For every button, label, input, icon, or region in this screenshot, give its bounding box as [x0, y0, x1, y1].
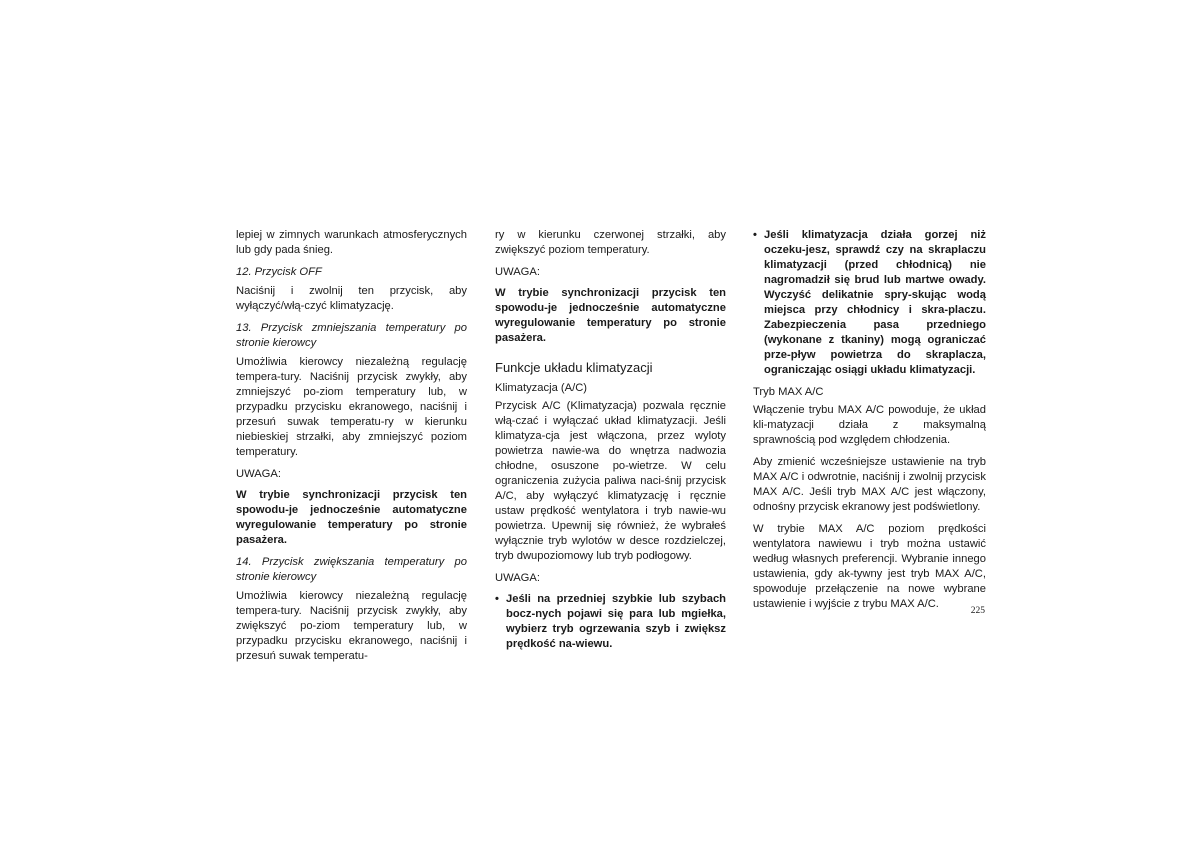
- item-13-text: Umożliwia kierowcy niezależną regulację tempera-tury. Naciśnij przycisk zwykły, aby zmniejszyć po-ziom temperatury lub, w przypadku przycisku ekranowego, naciśnij i przesuń suwak temperatu-ry w kierunku niebieskiej strzałki, aby zmniejszyć poziom temperatury.: [236, 356, 467, 458]
- max-ac-text-3: W trybie MAX A/C poziom prędkości wentylatora nawiewu i tryb można ustawić według własnych preferencji. Wybranie innego ustawienia, gdy ak-tywny jest tryb MAX A/C, spowoduje przełączenie na nowe wybrane ustawienie i wyjście z trybu MAX A/C.: [753, 523, 986, 610]
- item-13-heading: 13. Przycisk zmniejszania temperatury po stronie kierowcy: [236, 322, 467, 349]
- bullet-icon: •: [495, 593, 499, 605]
- column-2: [495, 228, 726, 659]
- bullet-text: Jeśli klimatyzacja działa gorzej niż oczeku-jesz, sprawdź czy na skraplaczu klimatyzacji (przed chłodnicą) nie nagromadził się brud lub martwe owady. Wyczyść delikatnie spry-skując wodą miejsca przy chłodnicy i skra-placzu. Zabezpieczenia pasa przedniego (wykonane z tkaniny) mogą ograniczać prze-pływ powietrza do skraplacza, ograniczając osiągi układu klimatyzacji.: [764, 229, 986, 376]
- note-text: W trybie synchronizacji przycisk ten spowodu-je jednocześnie automatyczne wyregulowanie temperatury po stronie pasażera.: [236, 489, 467, 546]
- ac-heading: Klimatyzacja (A/C): [495, 382, 588, 394]
- ac-text: Przycisk A/C (Klimatyzacja) pozwala ręcznie włą-czać i wyłączać układ klimatyzacji. Jeśli klimatyza-cja jest włączona, przez wyloty powietrza nawie-wa do wnętrza nadwozia chłodne, osuszone po-wietrze. W celu ograniczenia zużycia paliwa naci-śnij przycisk A/C, aby wyłączyć klimatyzację i ręcznie ustaw prędkość wentylatora i tryb nawie-wu powietrza. Upewnij się również, że wybrałeś wyłącznie tryb wylotów w desce rozdzielczej, tryb dwupoziomowy lub tryb podłogowy.: [495, 400, 726, 562]
- bullet-icon: •: [753, 229, 757, 241]
- note-label: UWAGA:: [495, 572, 540, 584]
- intro-paragraph: lepiej w zimnych warunkach atmosferycznych lub gdy pada śnieg.: [236, 229, 467, 256]
- section-title: Funkcje układu klimatyzacji: [495, 360, 653, 375]
- note-label: UWAGA:: [236, 468, 281, 480]
- item-14-heading: 14. Przycisk zwiększania temperatury po stronie kierowcy: [236, 556, 467, 583]
- max-ac-heading: Tryb MAX A/C: [753, 386, 824, 398]
- bullet-item: [753, 228, 986, 378]
- page-number: 225: [970, 606, 985, 616]
- item-12-text: Naciśnij i zwolnij ten przycisk, aby wyłączyć/włą-czyć klimatyzację.: [236, 285, 467, 312]
- column-3: [753, 228, 986, 619]
- bullet-text: Jeśli na przedniej szybkie lub szybach bocz-nych pojawi się para lub mgiełka, wybierz tryb ogrzewania szyb i zwiększ prędkość na-wiewu.: [506, 593, 726, 650]
- max-ac-text-1: Włączenie trybu MAX A/C powoduje, że układ kli-matyzacji działa z maksymalną sprawnością pod względem chłodzenia.: [753, 404, 986, 446]
- continuation-paragraph: ry w kierunku czerwonej strzałki, aby zwiększyć poziom temperatury.: [495, 229, 726, 256]
- item-14-text: Umożliwia kierowcy niezależną regulację tempera-tury. Naciśnij przycisk zwykły, aby zwiększyć po-ziom temperatury lub, w przypadku przycisku ekranowego, naciśnij i przesuń suwak temperatu-: [236, 590, 467, 662]
- item-12-heading: 12. Przycisk OFF: [236, 266, 322, 278]
- note-text: W trybie synchronizacji przycisk ten spowodu-je jednocześnie automatyczne wyregulowanie temperatury po stronie pasażera.: [495, 287, 726, 344]
- bullet-item: [495, 592, 726, 652]
- column-1: [236, 228, 467, 671]
- note-label: UWAGA:: [495, 266, 540, 278]
- max-ac-text-2: Aby zmienić wcześniejsze ustawienie na tryb MAX A/C i odwrotnie, naciśnij i zwolnij przycisk MAX A/C. Jeśli tryb MAX A/C jest włączony, odnośny przycisk ekranowy jest podświetlony.: [753, 456, 986, 513]
